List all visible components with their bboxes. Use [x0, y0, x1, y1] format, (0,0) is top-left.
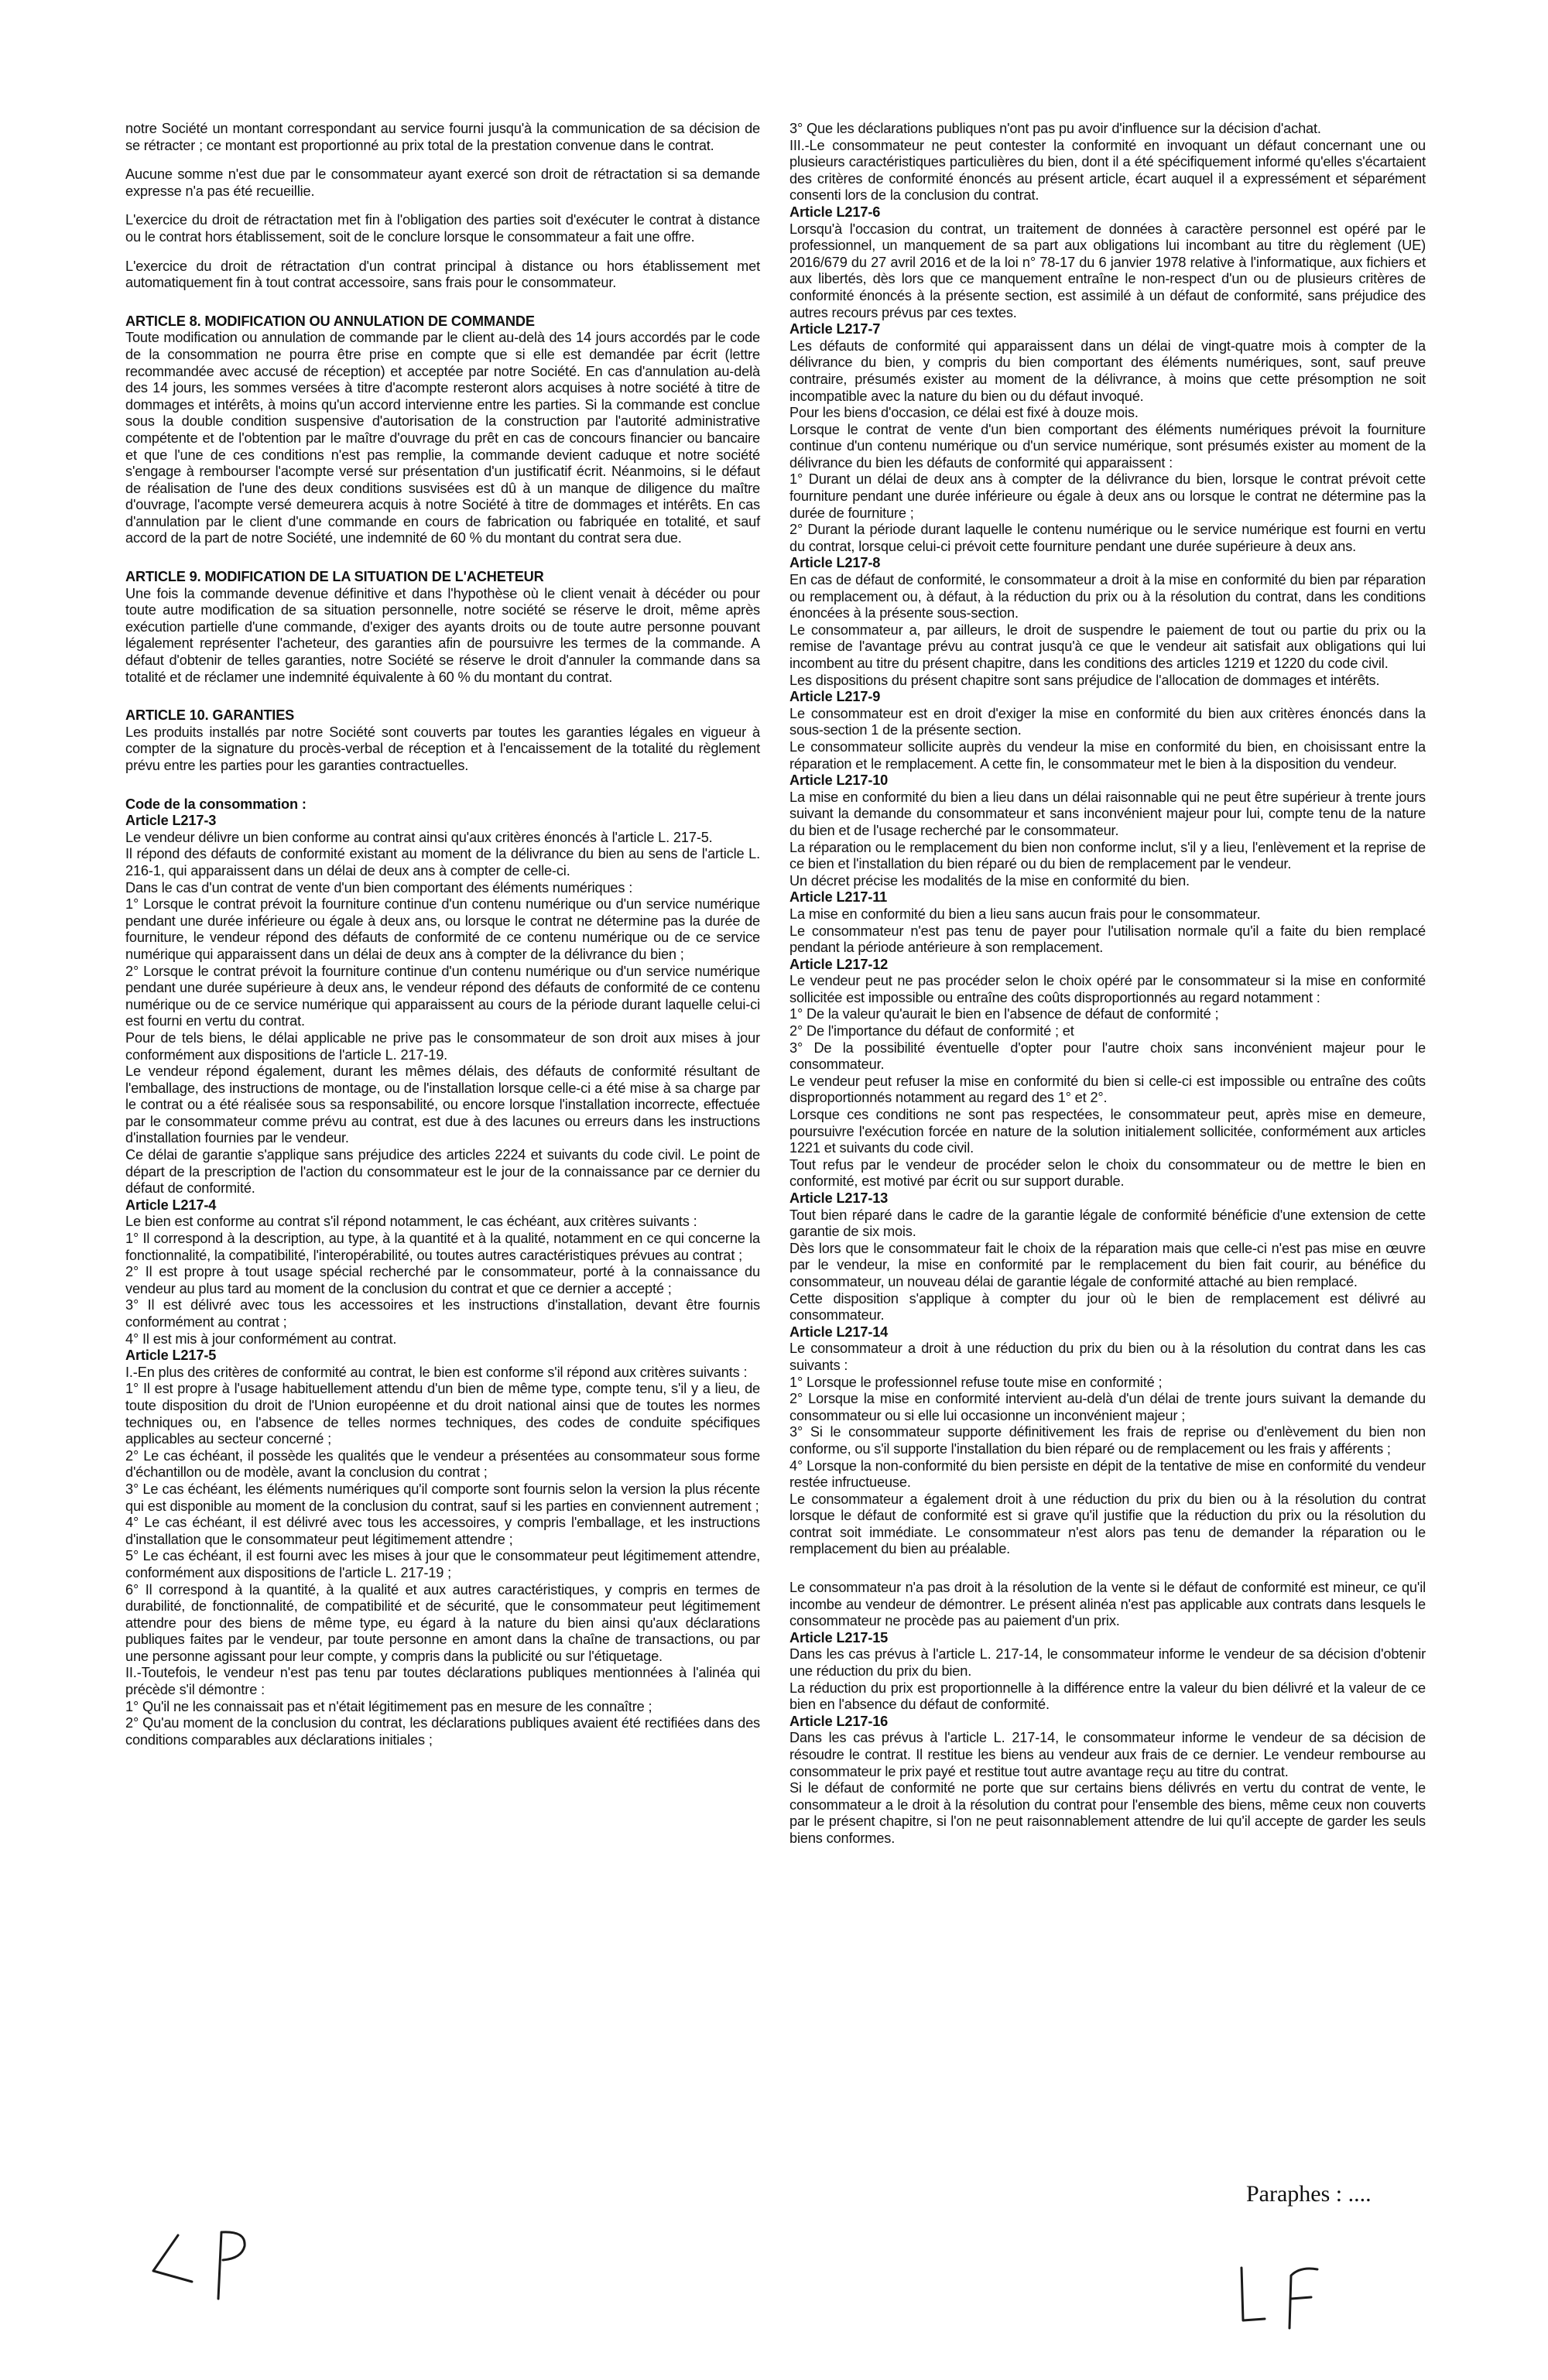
paragraph: L'exercice du droit de rétractation d'un contrat principal à distance ou hors établissement met automatiquement fin à tout contrat accessoire, sans frais pour le consommateur.	[125, 258, 760, 291]
left-column	[125, 121, 760, 1748]
paragraph: Les dispositions du présent chapitre sont sans préjudice de l'allocation de dommages et intérêts.	[789, 672, 1380, 688]
paragraph: Le consommateur a, par ailleurs, le droit de suspendre le paiement de tout ou partie du prix ou la remise de l'avantage prévu au contrat jusqu'à ce que le vendeur ait satisfait aux obligations qui lui incombent au titre du présent chapitre, dans les conditions des articles 1219 et 1220 du code civil.	[789, 622, 1426, 671]
paragraph: Dès lors que le consommateur fait le choix de la réparation mais que celle-ci n'est pas mise en œuvre par le vendeur, la mise en conformité par le remplacement du bien fait courir, au bénéfice du consommateur, un nouveau délai de garantie légale de conformité attaché au bien remplacé.	[789, 1240, 1426, 1289]
list-item: 2° Lorsque la mise en conformité intervient au-delà d'un délai de trente jours suivant la demande du consommateur ou si elle lui occasionne un inconvénient majeur ;	[789, 1391, 1426, 1423]
paragraph: Les produits installés par notre Société sont couverts par toutes les garanties légales en vigueur à compter de la signature du procès-verbal de réception et à l'encaissement de la totalité du règlement prévu entre les parties pour les garanties contractuelles.	[125, 724, 760, 773]
paragraph: Le consommateur est en droit d'exiger la mise en conformité du bien aux critères énoncés dans la sous-section 1 de la présente section.	[789, 705, 1426, 738]
list-item: 4° Il est mis à jour conformément au contrat.	[125, 1330, 397, 1347]
paragraph: Si le défaut de conformité ne porte que sur certains biens délivrés en vertu du contrat de vente, le consommateur a le droit à la résolution du contrat pour l'ensemble des biens, même ceux non couverts par le présent chapitre, si l'on ne peut raisonnablement attendre de lui qu'il accepte de garder les seuls biens conformes.	[789, 1780, 1426, 1846]
paragraph: Un décret précise les modalités de la mise en conformité du bien.	[789, 872, 1190, 889]
paragraph: Il répond des défauts de conformité existant au moment de la délivrance du bien au sens de l'article L. 216-1, qui apparaissent dans un délai de deux ans à compter de celle-ci.	[125, 846, 760, 878]
list-item: 2° Lorsque le contrat prévoit la fourniture continue d'un contenu numérique ou d'un service numérique pendant une durée supérieure à deux ans, le vendeur répond des défauts de conformité de ce contenu numérique ou de ce service numérique qui apparaissent au cours de la période durant laquelle celui-ci est fourni en vertu du contrat.	[125, 963, 760, 1029]
paragraph: III.-Le consommateur ne peut contester la conformité en invoquant un défaut concernant une ou plusieurs caractéristiques particulières du bien, dont il a été spécifiquement informé qu'elles s'écartaient des critères de conformité énoncés au présent article, écart auquel il a expressément et séparément consenti lors de la conclusion du contrat.	[789, 137, 1426, 204]
list-item: 1° Il correspond à la description, au type, à la quantité et à la qualité, notamment en ce qui concerne la fonctionnalité, la compatibilité, l'interopérabilité, ou toutes autres caractéristiques prévues au contrat ;	[125, 1231, 760, 1263]
paragraph: Tout refus par le vendeur de procéder selon le choix du consommateur ou de mettre le bien en conformité, est motivé par écrit ou sur support durable.	[789, 1156, 1426, 1190]
article-l217-16-heading: Article L217-16	[789, 1713, 889, 1729]
paragraph: La réparation ou le remplacement du bien non conforme inclut, s'il y a lieu, l'enlèvement et la reprise de ce bien et l'installation du bien réparé ou du bien de remplacement par le vendeur.	[789, 839, 1426, 872]
list-item: 2° Il est propre à tout usage spécial recherché par le consommateur, porté à la connaissance du vendeur au plus tard au moment de la conclusion du contrat et que ce dernier a accepté ;	[125, 1264, 760, 1296]
article-10-heading: ARTICLE 10. GARANTIES	[125, 707, 295, 724]
list-item: 3° De la possibilité éventuelle d'opter pour l'autre choix sans inconvénient majeur pour le consommateur.	[789, 1039, 1426, 1073]
list-item: 1° De la valeur qu'aurait le bien en l'absence de défaut de conformité ;	[789, 1006, 1219, 1022]
list-item: 2° Durant la période durant laquelle le contenu numérique ou le service numérique est fourni en vertu du contrat, lorsque celui-ci prévoit cette fourniture pendant une durée supérieure à deux ans.	[789, 522, 1426, 554]
paragraph: Lorsque ces conditions ne sont pas respectées, le consommateur peut, après mise en demeure, poursuivre l'exécution forcée en nature de la solution initialement sollicitée, conformément aux articles 1221 et suivants du code civil.	[789, 1107, 1426, 1156]
code-consommation-heading: Code de la consommation :	[125, 796, 307, 812]
article-l217-12-heading: Article L217-12	[789, 956, 889, 972]
paragraph: Pour de tels biens, le délai applicable ne prive pas le consommateur de son droit aux mises à jour conformément aux dispositions de l'article L. 217-19.	[125, 1029, 760, 1063]
article-l217-13-heading: Article L217-13	[789, 1190, 889, 1206]
right-column	[789, 121, 1426, 1847]
paragraph: Le vendeur répond également, durant les mêmes délais, des défauts de conformité résultant de l'emballage, des instructions de montage, ou de l'installation lorsque celle-ci a été mise à sa charge par le contrat ou a été réalisée sous sa responsabilité, ou encore lorsque l'installation incorrecte, effectuée par le consommateur comme prévu au contrat, est due à des lacunes ou erreurs dans les instructions d'installation fournies par le vendeur.	[125, 1063, 760, 1146]
list-item: 3° Que les déclarations publiques n'ont pas pu avoir d'influence sur la décision d'achat.	[789, 121, 1321, 136]
list-item: 6° Il correspond à la quantité, à la qualité et aux autres caractéristiques, y compris en termes de durabilité, de fonctionnalité, de compatibilité et de sécurité, que le consommateur peut légitimement attendre pour des biens de même type, eu égard à la nature du bien ainsi qu'aux déclarations publiques faites par le vendeur, par toute personne en amont dans la chaîne de transactions, ou par une personne agissant pour leur compte, y compris dans la publicité ou sur l'étiquetage.	[125, 1581, 760, 1664]
paragraph: Lorsqu'à l'occasion du contrat, un traitement de données à caractère personnel est opéré par le professionnel, un manquement de sa part aux obligations lui incombant au titre du règlement (UE) 2016/679 du 27 avril 2016 et de la loi n° 78-17 du 6 janvier 1978 relative à l'informatique, aux fichiers et aux libertés, dès lors que ce manquement entraîne le non-respect d'un ou de plusieurs critères de conformité énoncés à la présente section, est assimilé à un défaut de conformité, sans préjudice des autres recours prévus par ces textes.	[789, 221, 1426, 320]
list-item: 1° Il est propre à l'usage habituellement attendu d'un bien de même type, compte tenu, s'il y a lieu, de toute disposition du droit de l'Union européenne et du droit national ainsi que de toutes les normes techniques ou, en l'absence de telles normes techniques, des codes de conduite spécifiques applicables au secteur concerné ;	[125, 1381, 760, 1447]
list-item: 1° Durant un délai de deux ans à compter de la délivrance du bien, lorsque le contrat prévoit cette fourniture pendant une durée inférieure ou égale à deux ans ou lorsque le contrat ne détermine pas la durée de fourniture ;	[789, 471, 1426, 521]
paragraph: Lorsque le contrat de vente d'un bien comportant des éléments numériques prévoit la fourniture continue d'un contenu numérique ou d'un service numérique, sont présumés exister au moment de la délivrance du bien les défauts de conformité qui apparaissent :	[789, 421, 1426, 471]
paragraph: En cas de défaut de conformité, le consommateur a droit à la mise en conformité du bien par réparation ou remplacement ou, à défaut, à la réduction du prix ou à la résolution du contrat, dans les conditions énoncées à la présente sous-section.	[789, 572, 1426, 622]
paragraph: Le bien est conforme au contrat s'il répond notamment, le cas échéant, aux critères suivants :	[125, 1214, 697, 1230]
list-item: 5° Le cas échéant, il est fourni avec les mises à jour que le consommateur peut légitimement attendre, conformément aux dispositions de l'article L. 217-19 ;	[125, 1548, 760, 1580]
paraphes-label: Paraphes : ....	[1246, 2181, 1372, 2207]
list-item: 3° Il est délivré avec tous les accessoires et les instructions d'installation, devant être fournis conformément au contrat ;	[125, 1297, 760, 1330]
paragraph: Dans le cas d'un contrat de vente d'un bien comportant des éléments numériques :	[125, 879, 633, 895]
paragraph: Tout bien réparé dans le cadre de la garantie légale de conformité bénéficie d'une extension de cette garantie de six mois.	[789, 1207, 1426, 1240]
paragraph: I.-En plus des critères de conformité au contrat, le bien est conforme s'il répond aux critères suivants :	[125, 1364, 748, 1380]
article-l217-11-heading: Article L217-11	[789, 889, 888, 906]
paragraph: La réduction du prix est proportionnelle à la différence entre la valeur du bien délivré et la valeur de ce bien en l'absence du défaut de conformité.	[789, 1680, 1426, 1713]
article-l217-10-heading: Article L217-10	[789, 772, 889, 789]
paragraph: Le consommateur a également droit à une réduction du prix du bien ou à la résolution du contrat lorsque le défaut de conformité est si grave qu'il justifie que la réduction du prix ou la résolution du contrat soit immédiate. Le consommateur n'est alors pas tenu de demander la réparation ou le remplacement du bien au préalable.	[789, 1491, 1426, 1557]
paragraph: Le vendeur délivre un bien conforme au contrat ainsi qu'aux critères énoncés à l'article L. 217-5.	[125, 829, 713, 845]
initials-lp-signature	[147, 2228, 255, 2305]
list-item: 2° Qu'au moment de la conclusion du contrat, les déclarations publiques avaient été rectifiées dans des conditions comparables aux déclarations initiales ;	[125, 1715, 760, 1748]
article-8-heading: ARTICLE 8. MODIFICATION OU ANNULATION DE COMMANDE	[125, 313, 535, 329]
paragraph: II.-Toutefois, le vendeur n'est pas tenu par toutes déclarations publiques mentionnées à l'alinéa qui précède s'il démontre :	[125, 1665, 760, 1698]
article-l217-4-heading: Article L217-4	[125, 1197, 217, 1213]
initials-lf-signature	[1231, 2260, 1324, 2337]
list-item: 3° Si le consommateur supporte définitivement les frais de reprise ou d'enlèvement du bien non conforme, ou s'il supporte l'installation du bien réparé ou de remplacement ou les frais y afférents ;	[789, 1424, 1426, 1457]
paragraph: La mise en conformité du bien a lieu sans aucun frais pour le consommateur.	[789, 906, 1261, 922]
list-item: 1° Lorsque le contrat prévoit la fourniture continue d'un contenu numérique ou d'un service numérique pendant une durée inférieure ou égale à deux ans, ou lorsque le contrat ne détermine pas la durée de fourniture, le vendeur répond des défauts de conformité de ce contenu numérique ou de ce service numérique qui apparaissent dans un délai de deux ans à compter de la délivrance du bien ;	[125, 896, 760, 962]
paragraph: Le consommateur n'est pas tenu de payer pour l'utilisation normale qu'il a faite du bien remplacé pendant la période antérieure à son remplacement.	[789, 923, 1426, 956]
paragraph: Les défauts de conformité qui apparaissent dans un délai de vingt-quatre mois à compter de la délivrance du bien, y compris du bien comportant des éléments numériques, sont, sauf preuve contraire, présumés exister au moment de la délivrance, à moins que cette présomption ne soit incompatible avec la nature du bien ou du défaut invoqué.	[789, 337, 1426, 404]
article-l217-3-heading: Article L217-3	[125, 813, 217, 829]
list-item: 4° Le cas échéant, il est délivré avec tous les accessoires, y compris l'emballage, et les instructions d'installation que le consommateur peut légitimement attendre ;	[125, 1515, 760, 1547]
list-item: 3° Le cas échéant, les éléments numériques qu'il comporte sont fournis selon la version la plus récente qui est disponible au moment de la conclusion du contrat, sauf si les parties en conviennent autrement ;	[125, 1481, 760, 1514]
article-9-heading: ARTICLE 9. MODIFICATION DE LA SITUATION DE L'ACHETEUR	[125, 569, 544, 585]
article-l217-7-heading: Article L217-7	[789, 321, 881, 337]
paragraph: La mise en conformité du bien a lieu dans un délai raisonnable qui ne peut être supérieur à trente jours suivant la demande du consommateur et sans inconvénient majeur pour lui, compte tenu de la nature du bien et de l'usage recherché par le consommateur.	[789, 789, 1426, 838]
paragraph: L'exercice du droit de rétractation met fin à l'obligation des parties soit d'exécuter le contrat à distance ou le contrat hors établissement, soit de le conclure lorsque le consommateur a fait une offre.	[125, 212, 760, 245]
paragraph: Ce délai de garantie s'applique sans préjudice des articles 2224 et suivants du code civil. Le point de départ de la prescription de l'action du consommateur est le jour de la connaissance par ce dernier du défaut de conformité.	[125, 1147, 760, 1197]
paragraph: Dans les cas prévus à l'article L. 217-14, le consommateur informe le vendeur de sa décision d'obtenir une réduction du prix du bien.	[789, 1646, 1426, 1680]
article-l217-15-heading: Article L217-15	[789, 1629, 889, 1645]
paragraph: Le consommateur n'a pas droit à la résolution de la vente si le défaut de conformité est mineur, ce qu'il incombe au vendeur de démontrer. Le présent alinéa n'est pas applicable aux contrats dans lesquels le consommateur ne procède pas au paiement d'un prix.	[789, 1580, 1426, 1629]
article-l217-6-heading: Article L217-6	[789, 204, 881, 220]
list-item: 1° Qu'il ne les connaissait pas et n'était légitimement pas en mesure de les connaître ;	[125, 1698, 652, 1714]
list-item: 2° Le cas échéant, il possède les qualités que le vendeur a présentées au consommateur sous forme d'échantillon ou de modèle, avant la conclusion du contrat ;	[125, 1447, 760, 1481]
paragraph: Pour les biens d'occasion, ce délai est fixé à douze mois.	[789, 405, 1139, 421]
paragraph: Une fois la commande devenue définitive et dans l'hypothèse où le client venait à décéder ou pour toute autre modification de sa situation personnelle, notre société se réserve le droit, même après exécution partielle d'une commande, d'exiger des ayants droits ou de toute autre personne pouvant légalement représenter l'acheteur, des garanties afin de poursuivre les termes de la commande. A défaut d'obtenir de telles garanties, notre Société se réserve le droit d'annuler la commande dans sa totalité et de réclamer une indemnité équivalente à 60 % du montant du contrat.	[125, 585, 760, 685]
list-item: 1° Lorsque le professionnel refuse toute mise en conformité ;	[789, 1374, 1163, 1390]
paragraph: Le vendeur peut refuser la mise en conformité du bien si celle-ci est impossible ou entraîne des coûts disproportionnés notamment au regard des 1° et 2°.	[789, 1073, 1426, 1106]
article-l217-14-heading: Article L217-14	[789, 1324, 889, 1340]
paragraph: Toute modification ou annulation de commande par le client au-delà des 14 jours accordés par le code de la consommation ne pourra être prise en compte que si elle est demandée par écrit (lettre recommandée avec accusé de réception) et acceptée par notre Société. En cas d'annulation au-delà des 14 jours, les sommes versées à titre d'acompte resteront alors acquises à notre société à titre de dommages et intérêts, à moins qu'un accord intervienne entre les parties. Si la commande est conclue sous la double condition suspensive d'autorisation de la construction par l'autorité administrative compétente et de l'obtention par le maître d'ouvrage du prêt en cas de concours financier ou bancaire et que l'une de ces conditions n'est pas remplie, la commande devient caduque et notre société s'engage à rembourser l'acompte versé sur présentation d'un justificatif écrit. Néanmoins, si le défaut de réalisation de l'une des deux conditions susvisées est dû à un manque de diligence du maître d'ouvrage, l'acompte versé demeurera acquis à notre Société à titre de dommages et intérêts. En cas d'annulation par le client d'une commande en cours de fabrication ou fabriquée en totalité, et sauf accord de la part de notre Société, une indemnité de 60 % du montant du contrat sera due.	[125, 330, 760, 546]
paragraph: Le vendeur peut ne pas procéder selon le choix opéré par le consommateur si la mise en conformité sollicitée est impossible ou entraîne des coûts disproportionnés au regard notamment :	[789, 973, 1426, 1005]
paragraph: Cette disposition s'applique à compter du jour où le bien de remplacement est délivré au consommateur.	[789, 1290, 1426, 1324]
paragraph: Le consommateur sollicite auprès du vendeur la mise en conformité du bien, en choisissant entre la réparation et le remplacement. A cette fin, le consommateur met le bien à la disposition du vendeur.	[789, 738, 1426, 772]
paragraph: Dans les cas prévus à l'article L. 217-14, le consommateur informe le vendeur de sa décision de résoudre le contrat. Il restitue les biens au vendeur aux frais de ce dernier. Le vendeur rembourse au consommateur le prix payé et restitue tout autre avantage reçu au titre du contrat.	[789, 1730, 1426, 1779]
paragraph: Le consommateur a droit à une réduction du prix du bien ou à la résolution du contrat dans les cas suivants :	[789, 1341, 1426, 1373]
article-l217-9-heading: Article L217-9	[789, 689, 881, 705]
list-item: 2° De l'importance du défaut de conformité ; et	[789, 1023, 1074, 1039]
paragraph: Aucune somme n'est due par le consommateur ayant exercé son droit de rétractation si sa demande expresse n'a pas été recueillie.	[125, 166, 760, 199]
article-l217-8-heading: Article L217-8	[789, 555, 881, 571]
paragraph: notre Société un montant correspondant au service fourni jusqu'à la communication de sa décision de se rétracter ; ce montant est proportionné au prix total de la prestation convenue dans le contrat.	[125, 121, 760, 153]
article-l217-5-heading: Article L217-5	[125, 1348, 217, 1364]
list-item: 4° Lorsque la non-conformité du bien persiste en dépit de la tentative de mise en conformité du vendeur restée infructueuse.	[789, 1457, 1426, 1491]
